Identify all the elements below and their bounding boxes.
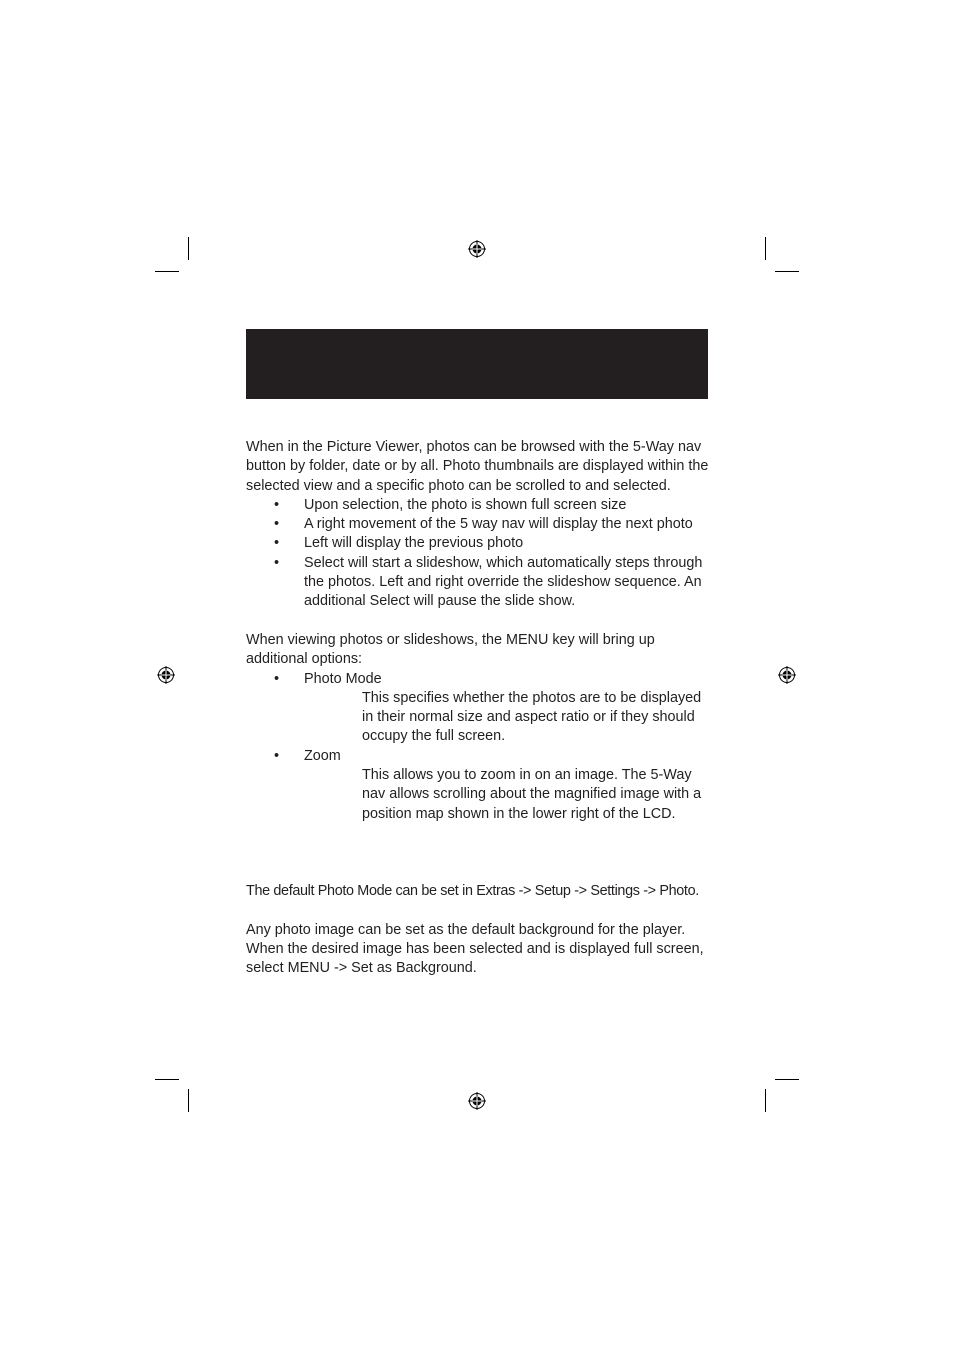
crop-mark-bottom-right-vertical <box>765 1089 766 1112</box>
option-photo-mode <box>246 670 709 689</box>
option-name: Zoom <box>304 747 341 764</box>
browse-bullet-list <box>246 496 709 612</box>
option-description: This specifies whether the photos are to be displayed in their normal size and aspect ratio or if they should occupy the full screen. <box>362 689 702 745</box>
registration-mark-icon <box>468 240 486 258</box>
crop-mark-bottom-right-horizontal <box>775 1079 799 1080</box>
option-zoom <box>246 747 709 766</box>
list-item: • A right movement of the 5 way nav will display the next photo <box>246 515 709 534</box>
list-item: • Upon selection, the photo is shown full screen size <box>246 496 709 515</box>
list-item: • Select will start a slideshow, which automatically steps through the photos. Left and right override the slideshow sequence. An additional Select will pause the slide show. <box>246 554 709 612</box>
crop-mark-bottom-left-vertical <box>188 1089 189 1112</box>
menu-options-list <box>246 747 709 766</box>
page-content <box>246 438 709 978</box>
crop-mark-top-left-vertical <box>188 237 189 260</box>
section-header-bar <box>246 329 708 399</box>
crop-mark-bottom-left-horizontal <box>155 1079 179 1080</box>
crop-mark-top-right-vertical <box>765 237 766 260</box>
option-name: Photo Mode <box>304 670 382 687</box>
default-mode-paragraph: The default Photo Mode can be set in Extras -> Setup -> Settings -> Photo. <box>246 882 699 899</box>
background-paragraph: Any photo image can be set as the default background for the player. When the desired image has been selected and is displayed full screen, select MENU -> Set as Background. <box>246 921 704 977</box>
intro-paragraph: When in the Picture Viewer, photos can be browsed with the 5-Way nav button by folder, date or by all. Photo thumbnails are displayed within the selected view and a specific photo can be scrolled to and selected. <box>246 439 709 494</box>
menu-options-list <box>246 670 709 689</box>
registration-mark-icon <box>157 666 175 684</box>
registration-mark-icon <box>468 1092 486 1110</box>
menu-intro-paragraph: When viewing photos or slideshows, the MENU key will bring up additional options: <box>246 631 655 668</box>
crop-mark-top-left-horizontal <box>155 271 179 272</box>
registration-mark-icon <box>778 666 796 684</box>
crop-mark-top-right-horizontal <box>775 271 799 272</box>
option-description: This allows you to zoom in on an image. The 5-Way nav allows scrolling about the magnified image with a position map shown in the lower right of the LCD. <box>362 767 702 822</box>
list-item: • Left will display the previous photo <box>246 534 709 553</box>
